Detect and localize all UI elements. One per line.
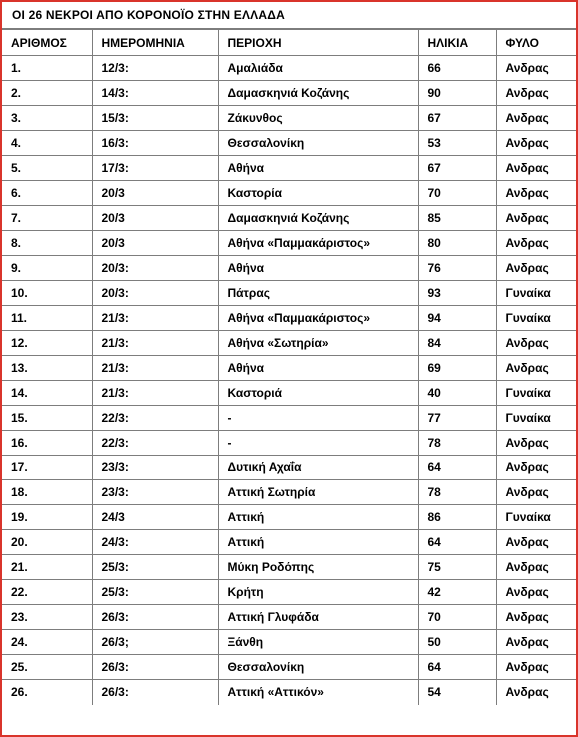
cell-sex: Γυναίκα — [496, 505, 576, 530]
cell-number: 15. — [2, 405, 92, 430]
cell-region: Καστοριά — [218, 380, 418, 405]
cell-region: Ξάνθη — [218, 630, 418, 655]
cell-sex: Ανδρας — [496, 605, 576, 630]
cell-sex: Ανδρας — [496, 80, 576, 105]
cell-date: 17/3: — [92, 155, 218, 180]
cell-region: Αττική — [218, 530, 418, 555]
cell-date: 16/3: — [92, 130, 218, 155]
cell-sex: Γυναίκα — [496, 405, 576, 430]
cell-date: 21/3: — [92, 380, 218, 405]
cell-region: Δαμασκηνιά Κοζάνης — [218, 80, 418, 105]
header-region: ΠΕΡΙΟΧΗ — [218, 30, 418, 56]
table-title: ΟΙ 26 ΝΕΚΡΟΙ ΑΠΟ ΚΟΡΟΝΟΪΟ ΣΤΗΝ ΕΛΛΑΔΑ — [2, 2, 576, 29]
cell-number: 22. — [2, 580, 92, 605]
cell-sex: Ανδρας — [496, 180, 576, 205]
cell-region: Αθήνα — [218, 255, 418, 280]
cell-date: 24/3: — [92, 530, 218, 555]
cell-number: 25. — [2, 655, 92, 680]
cell-age: 76 — [418, 255, 496, 280]
table-row — [2, 105, 576, 130]
cell-age: 78 — [418, 430, 496, 455]
cell-age: 77 — [418, 405, 496, 430]
cell-sex: Ανδρας — [496, 56, 576, 81]
cell-date: 26/3: — [92, 680, 218, 705]
table-row — [2, 530, 576, 555]
cell-number: 10. — [2, 280, 92, 305]
table-row — [2, 330, 576, 355]
cell-region: Αμαλιάδα — [218, 56, 418, 81]
cell-age: 64 — [418, 455, 496, 480]
cell-sex: Ανδρας — [496, 455, 576, 480]
header-number: ΑΡΙΘΜΟΣ — [2, 30, 92, 56]
header-row — [2, 30, 576, 56]
table-row — [2, 480, 576, 505]
cell-region: Θεσσαλονίκη — [218, 130, 418, 155]
table-row — [2, 56, 576, 81]
header-sex: ΦΥΛΟ — [496, 30, 576, 56]
cell-sex: Ανδρας — [496, 530, 576, 555]
cell-number: 23. — [2, 605, 92, 630]
cell-age: 67 — [418, 105, 496, 130]
cell-number: 24. — [2, 630, 92, 655]
table-row — [2, 205, 576, 230]
table-row — [2, 630, 576, 655]
cell-age: 40 — [418, 380, 496, 405]
table-row — [2, 230, 576, 255]
cell-region: Αττική Σωτηρία — [218, 480, 418, 505]
cell-age: 42 — [418, 580, 496, 605]
table-row — [2, 655, 576, 680]
table-row — [2, 580, 576, 605]
deaths-table — [2, 29, 576, 705]
cell-date: 26/3: — [92, 655, 218, 680]
cell-date: 21/3: — [92, 355, 218, 380]
table-row — [2, 280, 576, 305]
cell-date: 22/3: — [92, 430, 218, 455]
cell-sex: Ανδρας — [496, 555, 576, 580]
table-row — [2, 305, 576, 330]
cell-number: 3. — [2, 105, 92, 130]
table-row — [2, 255, 576, 280]
cell-age: 69 — [418, 355, 496, 380]
cell-age: 94 — [418, 305, 496, 330]
cell-age: 70 — [418, 605, 496, 630]
cell-sex: Ανδρας — [496, 355, 576, 380]
cell-sex: Ανδρας — [496, 130, 576, 155]
cell-date: 20/3 — [92, 205, 218, 230]
cell-number: 26. — [2, 680, 92, 705]
cell-sex: Ανδρας — [496, 155, 576, 180]
table-row — [2, 155, 576, 180]
table-row — [2, 680, 576, 705]
cell-region: Αθήνα — [218, 155, 418, 180]
cell-sex: Ανδρας — [496, 255, 576, 280]
cell-sex: Ανδρας — [496, 105, 576, 130]
cell-sex: Ανδρας — [496, 480, 576, 505]
cell-region: Ζάκυνθος — [218, 105, 418, 130]
cell-region: Αθήνα — [218, 355, 418, 380]
cell-sex: Ανδρας — [496, 630, 576, 655]
table-row — [2, 130, 576, 155]
header-age: ΗΛΙΚΙΑ — [418, 30, 496, 56]
cell-age: 78 — [418, 480, 496, 505]
table-row — [2, 380, 576, 405]
cell-age: 67 — [418, 155, 496, 180]
cell-region: Αθήνα «Παμμακάριστος» — [218, 230, 418, 255]
cell-region: Μύκη Ροδόπης — [218, 555, 418, 580]
cell-region: Αττική — [218, 505, 418, 530]
cell-date: 26/3; — [92, 630, 218, 655]
cell-age: 80 — [418, 230, 496, 255]
cell-sex: Ανδρας — [496, 230, 576, 255]
table-row — [2, 455, 576, 480]
table-row — [2, 555, 576, 580]
cell-date: 12/3: — [92, 56, 218, 81]
cell-date: 20/3 — [92, 180, 218, 205]
cell-region: Αθήνα «Παμμακάριστος» — [218, 305, 418, 330]
table-row — [2, 80, 576, 105]
cell-region: Δαμασκηνιά Κοζάνης — [218, 205, 418, 230]
cell-number: 20. — [2, 530, 92, 555]
cell-number: 14. — [2, 380, 92, 405]
cell-number: 21. — [2, 555, 92, 580]
cell-number: 2. — [2, 80, 92, 105]
cell-date: 14/3: — [92, 80, 218, 105]
cell-number: 4. — [2, 130, 92, 155]
table-row — [2, 180, 576, 205]
cell-region: Αθήνα «Σωτηρία» — [218, 330, 418, 355]
cell-age: 93 — [418, 280, 496, 305]
cell-number: 11. — [2, 305, 92, 330]
cell-number: 9. — [2, 255, 92, 280]
cell-region: Αττική «Αττικόν» — [218, 680, 418, 705]
cell-date: 22/3: — [92, 405, 218, 430]
cell-date: 21/3: — [92, 330, 218, 355]
cell-date: 20/3: — [92, 255, 218, 280]
cell-sex: Γυναίκα — [496, 380, 576, 405]
table-row — [2, 430, 576, 455]
cell-date: 24/3 — [92, 505, 218, 530]
cell-age: 84 — [418, 330, 496, 355]
cell-number: 18. — [2, 480, 92, 505]
cell-sex: Ανδρας — [496, 430, 576, 455]
cell-number: 19. — [2, 505, 92, 530]
cell-region: Καστορία — [218, 180, 418, 205]
cell-region: Δυτική Αχαΐα — [218, 455, 418, 480]
cell-age: 53 — [418, 130, 496, 155]
cell-region: Θεσσαλονίκη — [218, 655, 418, 680]
cell-age: 64 — [418, 655, 496, 680]
cell-region: - — [218, 405, 418, 430]
cell-number: 1. — [2, 56, 92, 81]
cell-number: 7. — [2, 205, 92, 230]
cell-age: 70 — [418, 180, 496, 205]
cell-sex: Ανδρας — [496, 655, 576, 680]
cell-sex: Ανδρας — [496, 680, 576, 705]
cell-age: 54 — [418, 680, 496, 705]
cell-date: 23/3: — [92, 480, 218, 505]
cell-date: 20/3 — [92, 230, 218, 255]
cell-date: 20/3: — [92, 280, 218, 305]
cell-sex: Γυναίκα — [496, 305, 576, 330]
cell-region: Πάτρας — [218, 280, 418, 305]
table-row — [2, 355, 576, 380]
cell-number: 6. — [2, 180, 92, 205]
cell-date: 26/3: — [92, 605, 218, 630]
cell-sex: Ανδρας — [496, 330, 576, 355]
cell-date: 25/3: — [92, 555, 218, 580]
cell-sex: Ανδρας — [496, 205, 576, 230]
cell-date: 25/3: — [92, 580, 218, 605]
cell-number: 17. — [2, 455, 92, 480]
cell-number: 8. — [2, 230, 92, 255]
cell-age: 50 — [418, 630, 496, 655]
cell-age: 64 — [418, 530, 496, 555]
table-row — [2, 605, 576, 630]
cell-region: Κρήτη — [218, 580, 418, 605]
cell-date: 15/3: — [92, 105, 218, 130]
cell-date: 23/3: — [92, 455, 218, 480]
cell-region: - — [218, 430, 418, 455]
cell-age: 86 — [418, 505, 496, 530]
cell-age: 66 — [418, 56, 496, 81]
cell-number: 12. — [2, 330, 92, 355]
cell-number: 16. — [2, 430, 92, 455]
table-body — [2, 56, 576, 705]
cell-age: 90 — [418, 80, 496, 105]
cell-sex: Γυναίκα — [496, 280, 576, 305]
cell-sex: Ανδρας — [496, 580, 576, 605]
table-row — [2, 505, 576, 530]
cell-age: 75 — [418, 555, 496, 580]
cell-number: 5. — [2, 155, 92, 180]
table-row — [2, 405, 576, 430]
cell-age: 85 — [418, 205, 496, 230]
cell-number: 13. — [2, 355, 92, 380]
cell-region: Αττική Γλυφάδα — [218, 605, 418, 630]
cell-date: 21/3: — [92, 305, 218, 330]
header-date: ΗΜΕΡΟΜΗΝΙΑ — [92, 30, 218, 56]
